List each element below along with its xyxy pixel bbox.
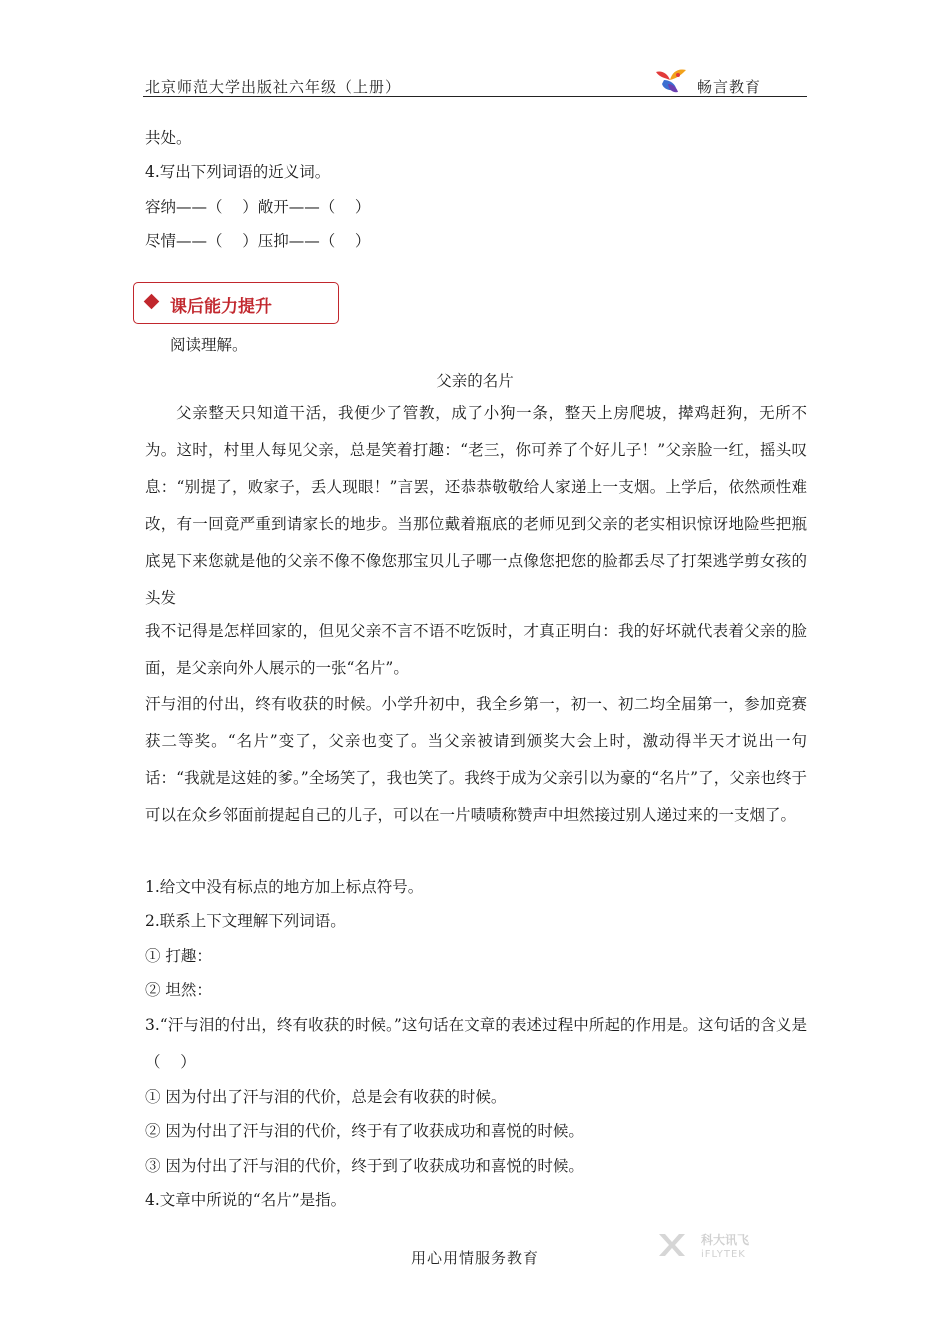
question-3-option-1: ① 因为付出了汗与泪的代价，总是会有收获的时候。 bbox=[145, 1088, 507, 1106]
question-4-row-2: 尽情——（ ）压抑——（ ） bbox=[145, 232, 371, 250]
section-heading-label: 课后能力提升 bbox=[170, 297, 272, 317]
header-book-title: 北京师范大学出版社六年级（上册） bbox=[145, 78, 402, 96]
question-1: 1.给文中没有标点的地方加上标点符号。 bbox=[145, 878, 424, 896]
iflytek-watermark-logo-icon bbox=[655, 1230, 767, 1260]
question-4-row-1: 容纳——（ ）敞开——（ ） bbox=[145, 198, 371, 216]
article-paragraph-2: 我不记得是怎样回家的，但见父亲不言不语不吃饭时，才真正明白：我的好坏就代表着父亲的脸面，是父亲向外人展示的一张“名片”。 bbox=[145, 622, 807, 677]
section-heading-box bbox=[133, 282, 339, 324]
reading-instruction: 阅读理解。 bbox=[170, 336, 248, 354]
svg-text:iFLYTEK: iFLYTEK bbox=[701, 1249, 746, 1260]
svg-text:科大讯飞: 科大讯飞 bbox=[701, 1233, 750, 1247]
question-2-item-a: ① 打趣： bbox=[145, 947, 212, 965]
question-2: 2.联系上下文理解下列词语。 bbox=[145, 912, 346, 930]
text-line-continuation: 共处。 bbox=[145, 129, 192, 147]
question-2-item-b: ② 坦然： bbox=[145, 981, 212, 999]
question-4: 4.文章中所说的“名片”是指。 bbox=[145, 1191, 347, 1209]
diamond-bullet-icon bbox=[144, 294, 160, 310]
article-title: 父亲的名片 bbox=[436, 372, 514, 390]
question-3-option-2: ② 因为付出了汗与泪的代价，终于有了收获成功和喜悦的时候。 bbox=[145, 1122, 584, 1140]
header-brand-name: 畅言教育 bbox=[697, 78, 762, 96]
header-divider bbox=[143, 96, 807, 97]
footer-slogan: 用心用情服务教育 bbox=[410, 1249, 539, 1267]
question-3: 3.“汗与泪的付出，终有收获的时候。”这句话在文章的表述过程中所起的作用是。这句话的含义是（ ） bbox=[145, 1016, 807, 1071]
article-paragraph-3: 汗与泪的付出，终有收获的时候。小学升初中，我全乡第一，初一、初二均全届第一，参加竞赛获二等奖。“名片”变了，父亲也变了。当父亲被请到颁奖大会上时，激动得半天才说出一句话：“我就是这娃的爹。”全场笑了，我也笑了。我终于成为父亲引以为豪的“名片”了，父亲也终于可以在众乡邻面前提起自己的儿子，可以在一片啧啧称赞声中坦然接过别人递过来的一支烟了。 bbox=[145, 695, 807, 824]
brand-bird-logo-icon bbox=[654, 66, 688, 94]
question-3-option-3: ③ 因为付出了汗与泪的代价，终于到了收获成功和喜悦的时候。 bbox=[145, 1157, 584, 1175]
article-paragraph-1: 父亲整天只知道干活，我便少了管教，成了小狗一条，整天上房爬坡，撵鸡赶狗，无所不为。这时，村里人每见父亲，总是笑着打趣：“老三，你可养了个好儿子！”父亲脸一红，摇头叹息：“别提了，败家子，丢人现眼！”言罢，还恭恭敬敬给人家递上一支烟。上学后，依然顽性难改，有一回竟严重到请家长的地步。当那位戴着瓶底的老师见到父亲的老实相识惊讶地险些把瓶底晃下来您就是他的父亲不像不像您那宝贝儿子哪一点像您把您的脸都丢尽了打架逃学剪女孩的头发 bbox=[145, 404, 807, 607]
question-4-title: 4.写出下列词语的近义词。 bbox=[145, 163, 331, 181]
